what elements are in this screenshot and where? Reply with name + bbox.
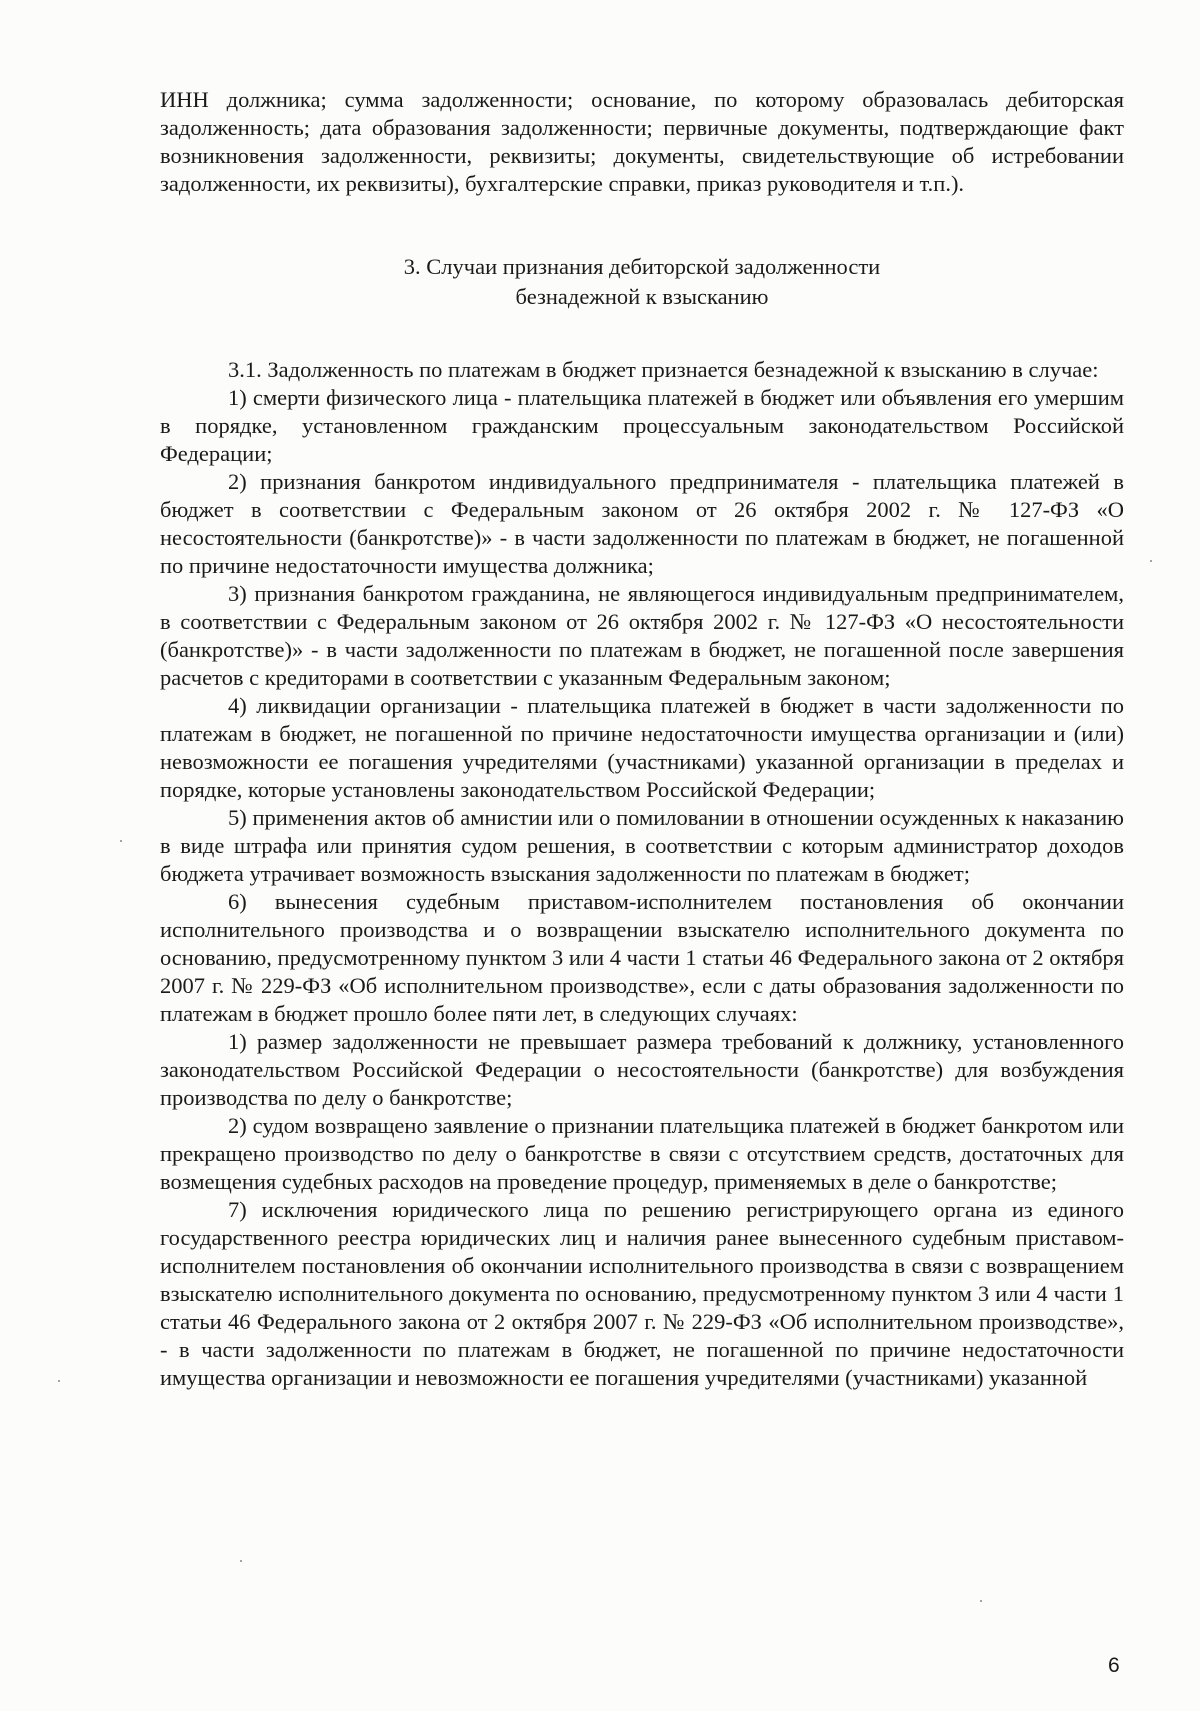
document-body bbox=[160, 86, 1124, 1392]
list-item-6: 6) вынесения судебным приставом-исполнителем постановления об окончании исполнительного производства и о возвращении взыскателю исполнительного документа по основанию, предусмотренному пунктом 3 или 4 части 1 статьи 46 Федерального закона от 2 октября 2007 г. № 229-ФЗ «Об исполнительном производстве», если с даты образования задолженности по платежам в бюджет прошло более пяти лет, в следующих случаях: bbox=[160, 889, 1125, 1026]
paragraph-3-1: 3.1. Задолженность по платежам в бюджет признается безнадежной к взысканию в случае: bbox=[228, 357, 1099, 382]
list-item-5: 5) применения актов об амнистии или о помиловании в отношении осужденных к наказанию в виде штрафа или принятия судом решения, в соответствии с которым администратор доходов бюджета утрачивает возможность взыскания задолженности по платежам в бюджет; bbox=[160, 805, 1124, 886]
scan-speck bbox=[58, 1380, 60, 1382]
list-item-4: 4) ликвидации организации - плательщика платежей в бюджет в части задолженности по платежам в бюджет, не погашенной по причине недостаточности имущества организации и (или) невозможности ее погашения учредителями (участниками) указанной организации в пределах и порядке, которые установлены законодательством Российской Федерации; bbox=[160, 693, 1124, 802]
scan-speck bbox=[980, 1600, 982, 1602]
sub-item-6-1: 1) размер задолженности не превышает размера требований к должнику, установленного законодательством Российской Федерации о несостоятельности (банкротстве) для возбуждения производства по делу о банкротстве; bbox=[160, 1029, 1124, 1110]
list-item-7: 7) исключения юридического лица по решению регистрирующего органа из единого государственного реестра юридических лиц и наличия ранее вынесенного судебным приставом-исполнителем постановления об окончании исполнительного производства в связи с возвращением взыскателю исполнительного документа по основанию, предусмотренному пунктом 3 или 4 части 1 статьи 46 Федерального закона от 2 октября 2007 г. № 229-ФЗ «Об исполнительном производстве», - в части задолженности по платежам в бюджет, не погашенной по причине недостаточности имущества организации и невозможности ее погашения учредителями (участниками) указанной bbox=[160, 1197, 1124, 1390]
section-heading-line-1: 3. Случаи признания дебиторской задолженности bbox=[403, 254, 881, 279]
list-item-1: 1) смерти физического лица - плательщика платежей в бюджет или объявления его умершим в порядке, установленном гражданским процессуальным законодательством Российской Федерации; bbox=[160, 385, 1124, 466]
section-heading-line-2: безнадежной к взысканию bbox=[515, 284, 769, 309]
list-item-2: 2) признания банкротом индивидуального предпринимателя - плательщика платежей в бюджет в соответствии с Федеральным законом от 26 октября 2002 г. № 127-ФЗ «О несостоятельности (банкротстве)» - в части задолженности по платежам в бюджет, не погашенной по причине недостаточности имущества должника; bbox=[160, 469, 1124, 578]
scan-speck bbox=[240, 1560, 242, 1562]
sub-item-6-2: 2) судом возвращено заявление о признании плательщика платежей в бюджет банкротом или прекращено производство по делу о банкротстве в связи с отсутствием средств, достаточных для возмещения судебных расходов на проведение процедур, применяемых в деле о банкротстве; bbox=[160, 1113, 1124, 1194]
intro-paragraph: ИНН должника; сумма задолженности; основание, по которому образовалась дебиторская задолженность; дата образования задолженности; первичные документы, подтверждающие факт возникновения задолженности, реквизиты; документы, свидетельствующие об истребовании задолженности, их реквизиты), бухгалтерские справки, приказ руководителя и т.п.). bbox=[160, 87, 1124, 196]
list-item-3: 3) признания банкротом гражданина, не являющегося индивидуальным предпринимателем, в соответствии с Федеральным законом от 26 октября 2002 г. № 127-ФЗ «О несостоятельности (банкротстве)» - в части задолженности по платежам в бюджет, не погашенной после завершения расчетов с кредиторами в соответствии с указанным Федеральным законом; bbox=[160, 581, 1124, 690]
section-heading bbox=[160, 252, 1124, 312]
page-number: 6 bbox=[1108, 1654, 1120, 1677]
scan-speck bbox=[120, 840, 122, 842]
scan-speck bbox=[1150, 560, 1152, 562]
